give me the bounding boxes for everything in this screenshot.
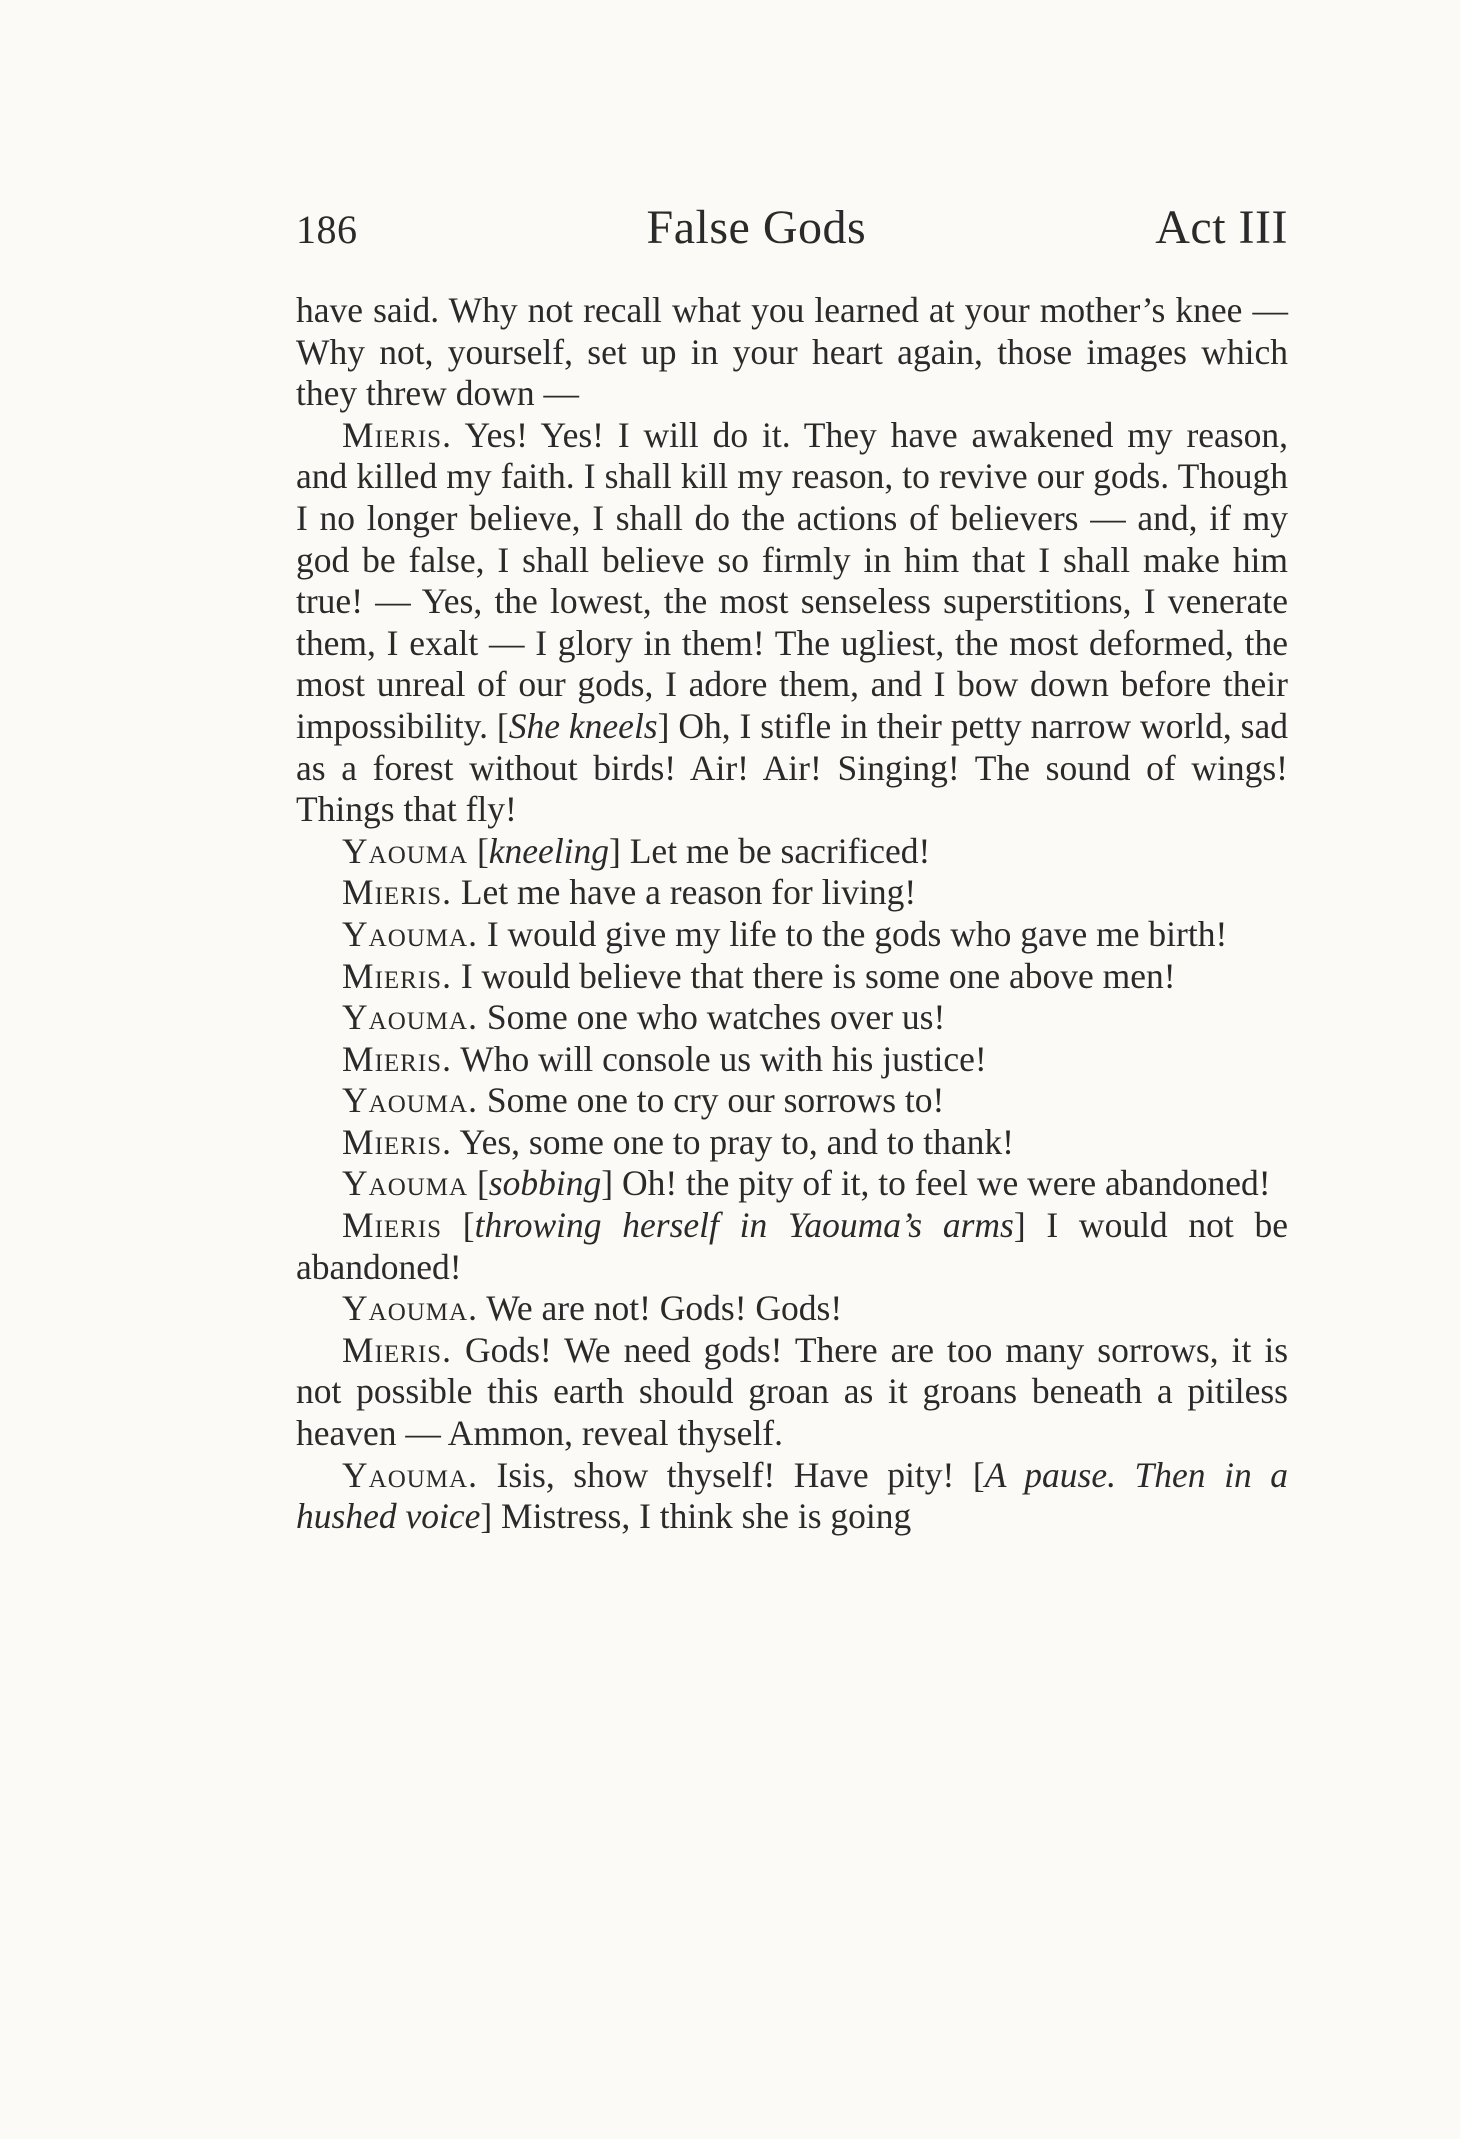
speaker-name: Mieris. — [342, 1038, 452, 1079]
speech-paragraph: Mieris. Who will console us with his justice! — [342, 1038, 987, 1079]
speech-paragraph: Mieris [throwing herself in Yaouma’s arms] I would not be abandoned! — [296, 1205, 1288, 1287]
page-text — [296, 290, 1288, 1538]
speech-paragraph: Yaouma. I would give my life to the gods who gave me birth! — [342, 913, 1228, 954]
speech-paragraph: Yaouma. Some one who watches over us! — [342, 997, 946, 1038]
speaker-name: Yaouma — [342, 830, 469, 871]
speech-paragraph: Mieris. Gods! We need gods! There are too many sorrows, it is not possible this earth should groan as it groans beneath a pitiless heaven — Ammon, reveal thyself. — [296, 1329, 1289, 1454]
speech-paragraph: Mieris. I would believe that there is some one above men! — [342, 955, 1176, 996]
stage-direction: [throwing herself in Yaouma’s arms] — [462, 1205, 1026, 1246]
act-label: Act III — [1155, 201, 1288, 254]
stage-direction: [She kneels] — [496, 705, 670, 746]
continuation-paragraph: have said. Why not recall what you learned at your mother’s knee — Why not, yourself, set up in your heart again, those images which they threw down — — [296, 290, 1288, 414]
speech-paragraph: Mieris. Yes! Yes! I will do it. They have awakened my reason, and killed my faith. I shall kill my reason, to revive our gods. Though I no longer believe, I shall do the actions of believers — and, if my god be false, I shall believe so firmly in him that I shall make him true! — Yes, the lowest, the most senseless superstitions, I venerate them, I exalt — I glory in them! The ugliest, the most deformed, the most unreal of our gods, I adore them, and I bow down before their impossibility. [She kneels] Oh, I stifle in their petty narrow world, sad as a forest without birds! Air! Air! Singing! The sound of wings! Things that fly! — [296, 414, 1288, 830]
speaker-name: Mieris. — [342, 1121, 452, 1162]
speech-paragraph: Mieris. Yes, some one to pray to, and to thank! — [342, 1121, 1014, 1162]
speech-paragraph: Mieris. Let me have a reason for living! — [342, 872, 917, 913]
speaker-name: Mieris. — [342, 1329, 452, 1370]
running-header — [296, 200, 1288, 255]
speaker-name: Mieris. — [342, 955, 452, 996]
speaker-name: Yaouma — [342, 1163, 469, 1204]
speech-paragraph: Yaouma [sobbing] Oh! the pity of it, to feel we were abandoned! — [342, 1163, 1271, 1204]
speaker-name: Mieris. — [342, 414, 452, 455]
speaker-name: Mieris. — [342, 872, 452, 913]
speech-paragraph: Yaouma. Isis, show thyself! Have pity! [A pause. Then in a hushed voice] Mistress, I think she is going — [296, 1454, 1289, 1537]
speaker-name: Yaouma. — [342, 913, 478, 954]
page-number: 186 — [296, 207, 358, 252]
book-title: False Gods — [646, 201, 867, 254]
stage-direction: [sobbing] — [476, 1163, 614, 1204]
speech-paragraph: Yaouma [kneeling] Let me be sacrificed! — [342, 830, 931, 871]
speaker-name: Yaouma. — [342, 1080, 478, 1121]
speech-paragraph: Yaouma. Some one to cry our sorrows to! — [342, 1080, 945, 1121]
speaker-name: Mieris — [342, 1205, 443, 1246]
speaker-name: Yaouma. — [342, 997, 478, 1038]
stage-direction: [A pause. Then in a hushed voice] — [296, 1454, 1289, 1537]
stage-direction: [kneeling] — [476, 830, 621, 871]
speech-paragraph: Yaouma. We are not! Gods! Gods! — [342, 1288, 843, 1329]
speaker-name: Yaouma. — [342, 1288, 478, 1329]
speaker-name: Yaouma. — [342, 1454, 478, 1495]
